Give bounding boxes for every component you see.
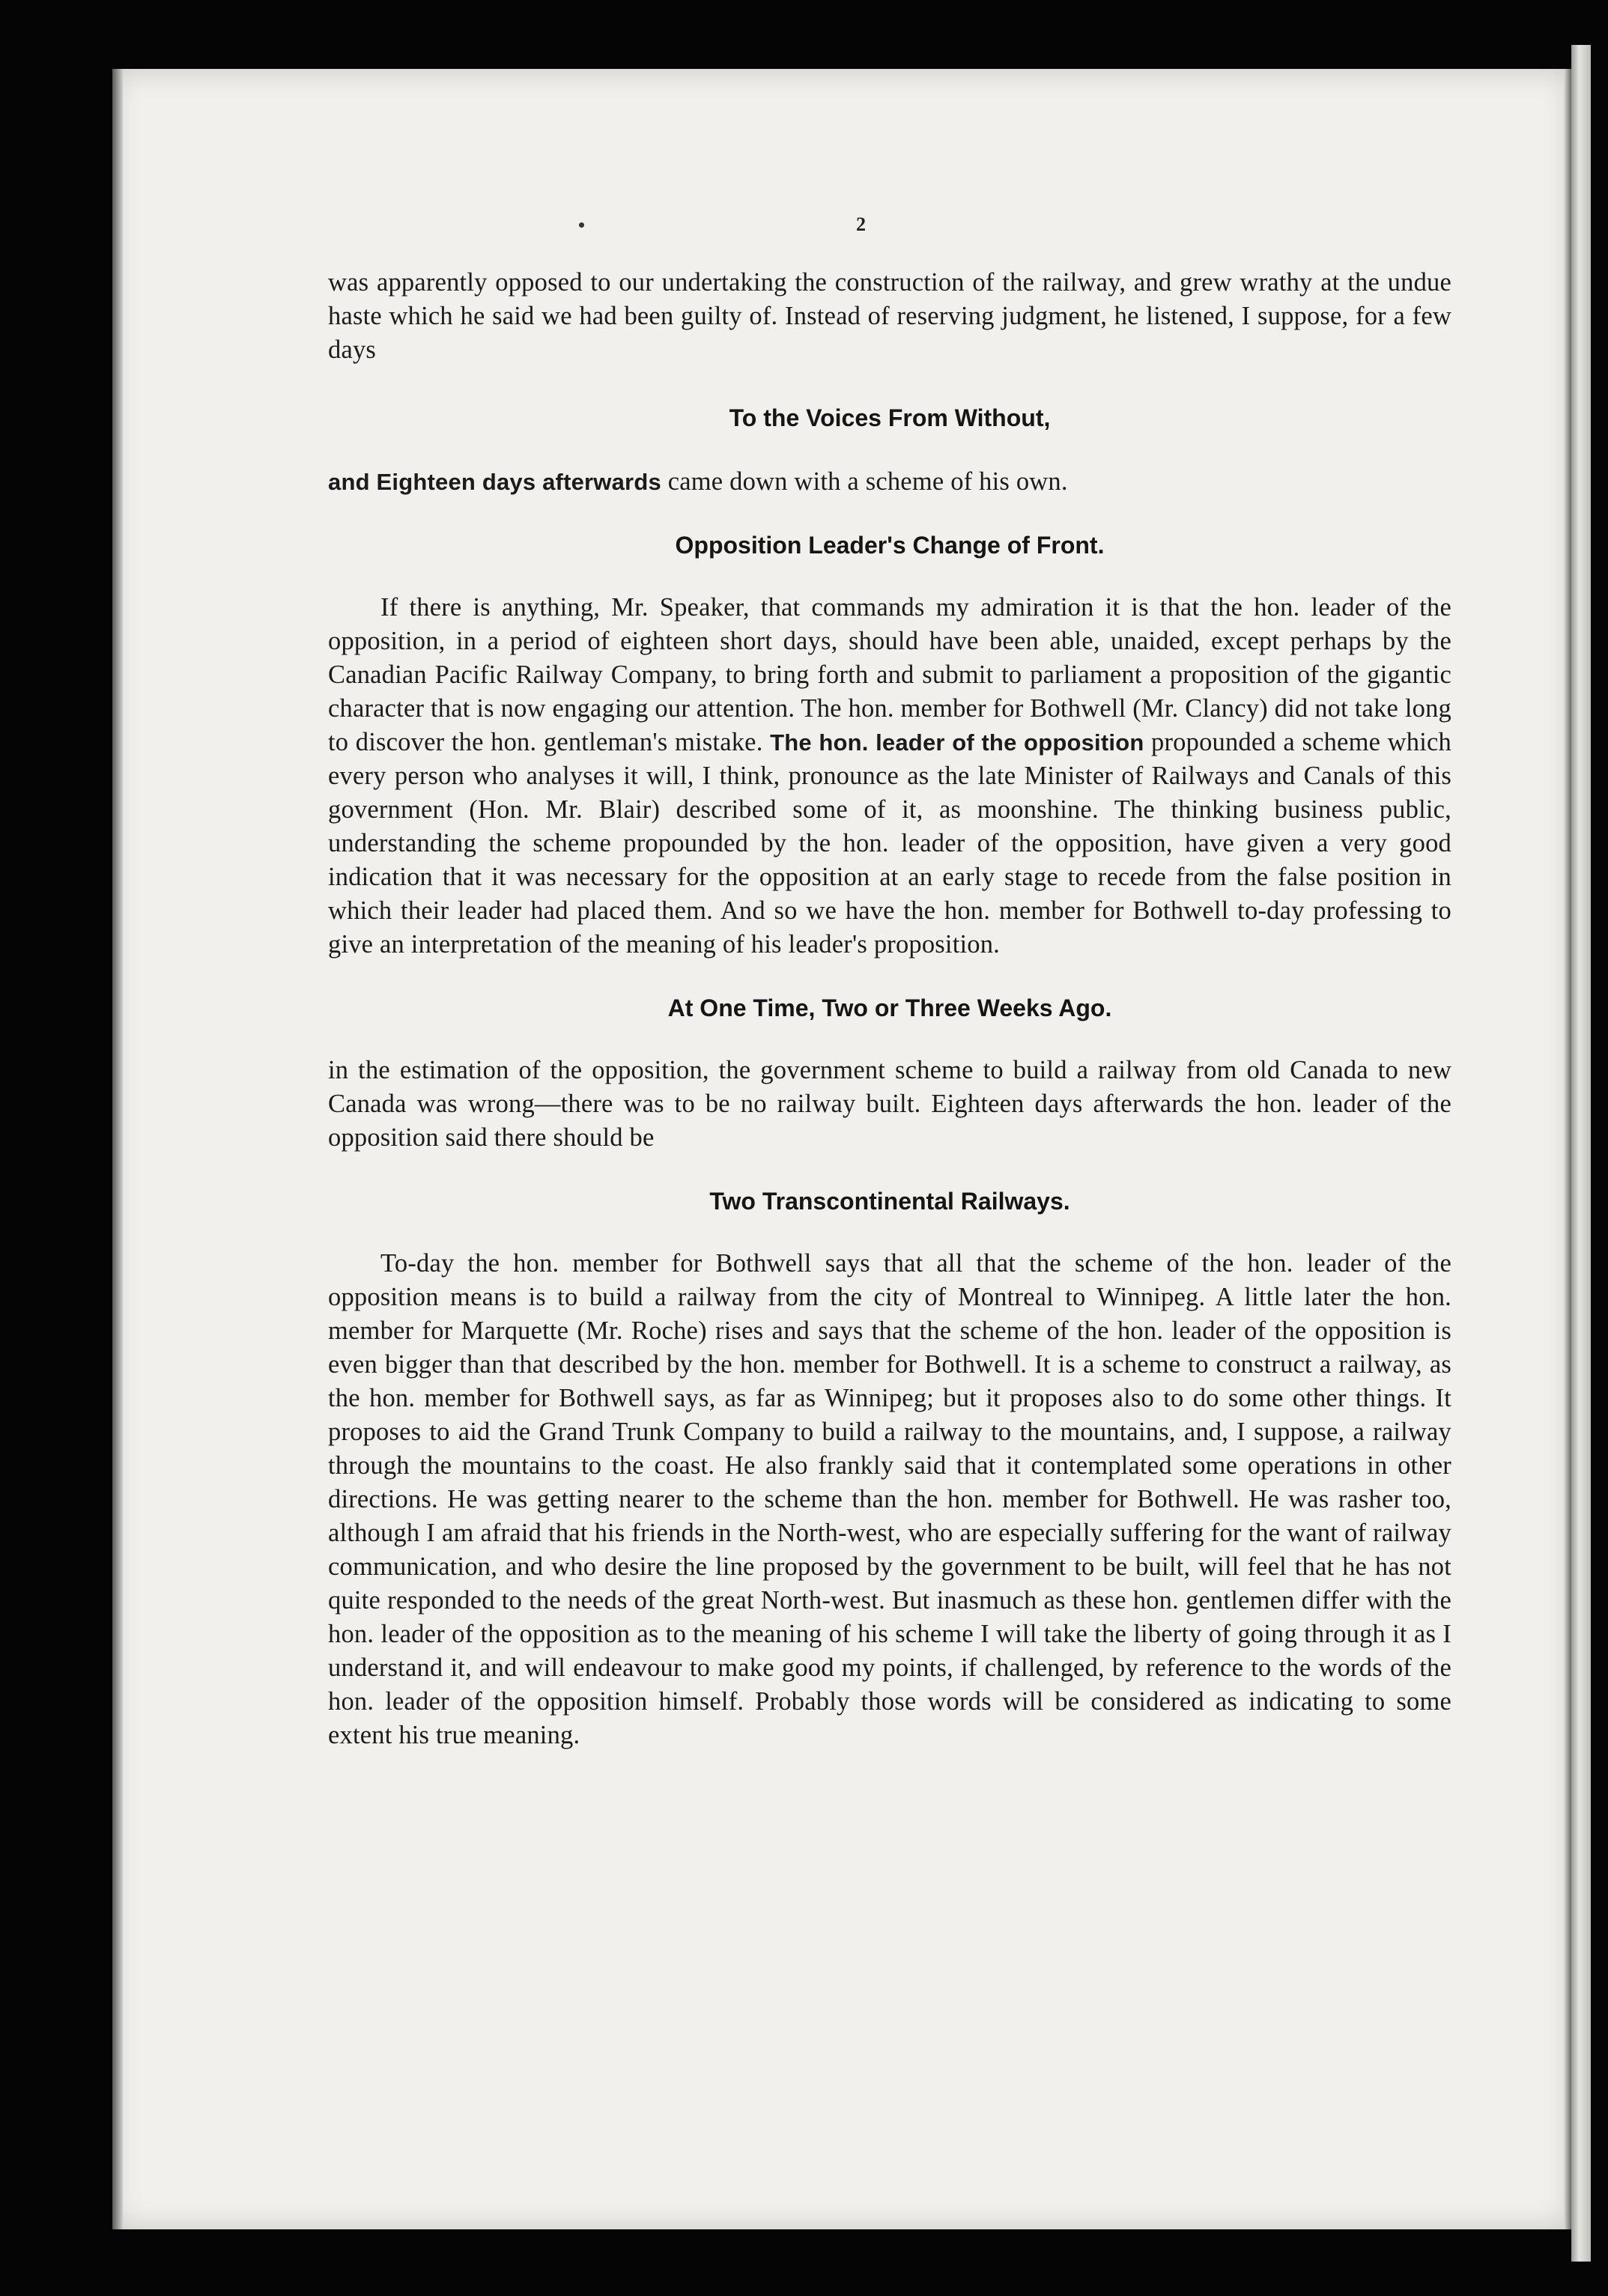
heading-weeks-ago: At One Time, Two or Three Weeks Ago. xyxy=(667,994,1112,1021)
paragraph-3 xyxy=(328,591,1451,962)
heading-change-of-front: Opposition Leader's Change of Front. xyxy=(675,532,1105,559)
page-number: 2 xyxy=(856,213,866,235)
paragraph-5: To-day the hon. member for Bothwell says that all that the scheme of the hon. leader of the opposition means is to build a railway from the city of Montreal to Winnipeg. A little later the hon. member for Marquette (Mr. Roche) rises and says that the scheme of the hon. leader of the opposition is even bigger than that described by the hon. member for Bothwell. It is a scheme to construct a railway, as the hon. member for Bothwell says, as far as Winnipeg; but it proposes also to do some other things. It proposes to aid the Grand Trunk Company to build a railway to the mountains, and, I suppose, a railway through the mountains to the coast. He also frankly said that it contemplated some operations in other directions. He was getting nearer to the scheme than the hon. member for Bothwell. He was rasher too, although I am afraid that his friends in the North-west, who are especially suffering for the want of railway communication, and who desire the line proposed by the government to be built, will feel that he has not quite responded to the needs of the great North-west. But inasmuch as these hon. gentlemen differ with the hon. leader of the opposition as to the meaning of his scheme I will take the liberty of going through it as I understand it, and will endeavour to make good my points, if challenged, by reference to the words of the hon. leader of the opposition himself. Probably those words will be considered as indicating to some extent his true meaning. xyxy=(328,1249,1451,1749)
ink-dot xyxy=(579,222,584,228)
paragraph-3-lead: The hon. leader of the opposition xyxy=(770,729,1144,756)
paragraph-2 xyxy=(328,465,1451,499)
page-body xyxy=(328,266,1451,1752)
paragraph-3-text: propounded a scheme which every person who analyses it will, I think, pronounce as the late Minister of Railways and Canals of this government (Hon. Mr. Blair) described some of it, as moonshine. The thinking business public, understanding the scheme propounded by the hon. leader of the opposition, have given a very good indication that it was necessary for the opposition at an early stage to recede from the false position in which their leader had placed them. And so we have the hon. member for Bothwell to-day professing to give an interpretation of the meaning of his leader's proposition. xyxy=(328,728,1451,959)
paragraph-3-before: If there is anything, Mr. Speaker, that commands my admiration it is that the hon. leader of the opposition, in a period of eighteen short days, should have been able, unaided, except perhaps by the Canadian Pacific Railway Company, to bring forth and submit to parliament a proposition of the gigantic character that is now engaging our attention. The hon. member for Bothwell (Mr. Clancy) did not take long to discover the hon. gentleman's mistake. xyxy=(328,593,1451,756)
paragraph-2-lead: and Eighteen days afterwards xyxy=(328,469,661,495)
paragraph-1: was apparently opposed to our undertaking the construction of the railway, and grew wrathy at the undue haste which he said we had been guilty of. Instead of reserving judgment, he listened, I suppose, for a few days xyxy=(328,268,1451,364)
paragraph-4: in the estimation of the opposition, the government scheme to build a railway from old Canada to new Canada was wrong—there was to be no railway built. Eighteen days afterwards the hon. leader of the opposition said there should be xyxy=(328,1056,1451,1152)
adjacent-page-edge xyxy=(1571,45,1591,2262)
paragraph-2-text: came down with a scheme of his own. xyxy=(661,467,1068,496)
heading-voices-from-without: To the Voices From Without, xyxy=(729,404,1051,431)
page-right-edge xyxy=(1564,69,1571,2229)
heading-two-transcontinental: Two Transcontinental Railways. xyxy=(709,1188,1070,1215)
page-left-edge xyxy=(112,69,123,2229)
